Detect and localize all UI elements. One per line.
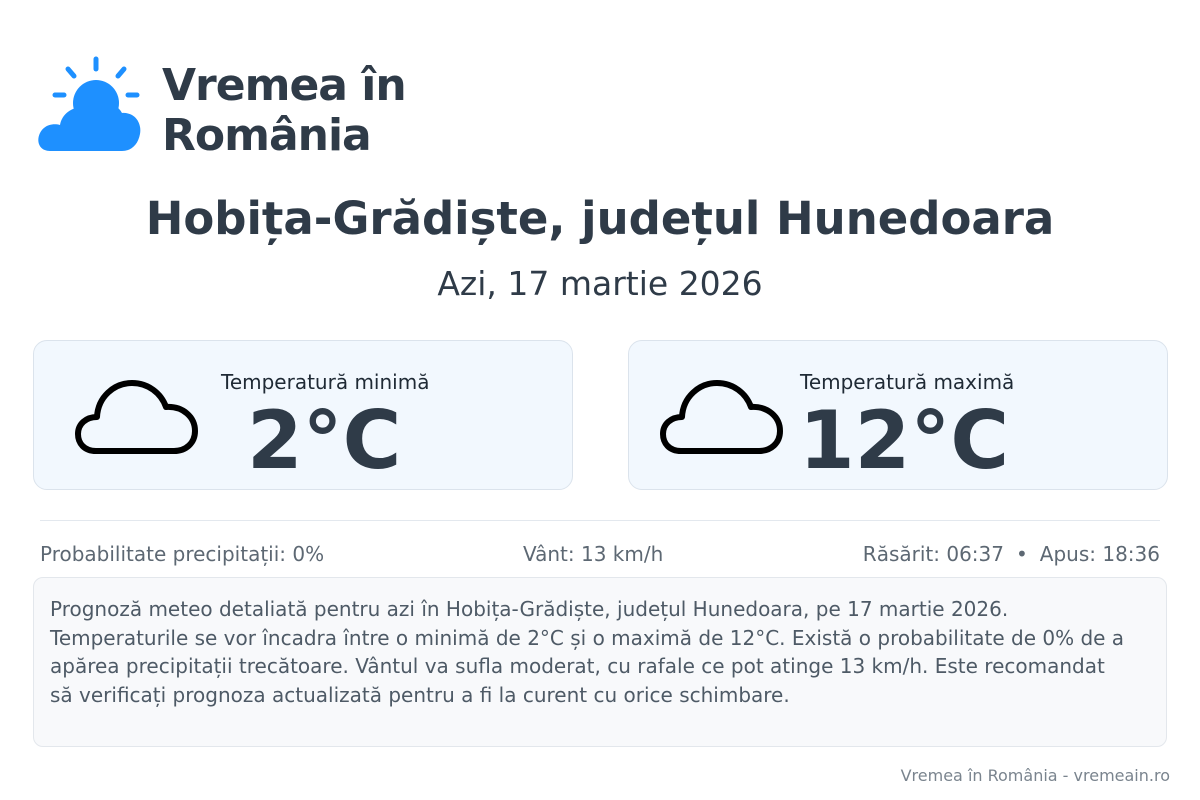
sunrise-time: Răsărit: 06:37 [862,542,1004,566]
min-temperature-label: Temperatură minimă [221,370,430,394]
divider [40,520,1160,521]
max-temperature-label: Temperatură maximă [800,370,1015,394]
location-title: Hobița-Grădiște, județul Hunedoara [145,192,1055,245]
min-temperature-value: 2°C [247,394,402,487]
min-temperature-card [33,340,573,490]
sun-behind-cloud-icon [36,55,146,155]
footer-credit: Vremea în România - vremeain.ro [900,766,1170,785]
forecast-description: Prognoză meteo detaliată pentru azi în Hobița-Grădiște, județul Hunedoara, pe 17 martie 2026. Temperaturile se vor încadra între o minimă de 2°C și o maximă de 12°C. Există o probabilitate de 0% de a apărea precipitații trecătoare. Vântul va sufla moderat, cu rafale ce pot atinge 13 km/h. Este recomandat să verificați prognoza actualizată pentru a fi la curent cu orice schimbare. [50,597,1125,707]
site-logo-text [162,61,406,161]
max-temperature-card [628,340,1168,490]
stats-row [40,540,1160,568]
sunset-time: Apus: 18:36 [1039,542,1160,566]
forecast-description-box [33,577,1167,747]
site-logo[interactable] [36,55,456,160]
cloud-outline-icon [659,375,785,457]
logo-line-1: Vremea în [162,60,406,111]
sun-times [863,540,1160,568]
wind-speed: Vânt: 13 km/h [523,542,664,566]
forecast-date: Azi, 17 martie 2026 [437,264,763,303]
cloud-outline-icon [74,375,200,457]
stats-separator: • [1015,542,1028,566]
precipitation-probability: Probabilitate precipitații: 0% [40,542,325,566]
max-temperature-value: 12°C [799,394,1010,487]
logo-line-2: România [162,110,371,161]
